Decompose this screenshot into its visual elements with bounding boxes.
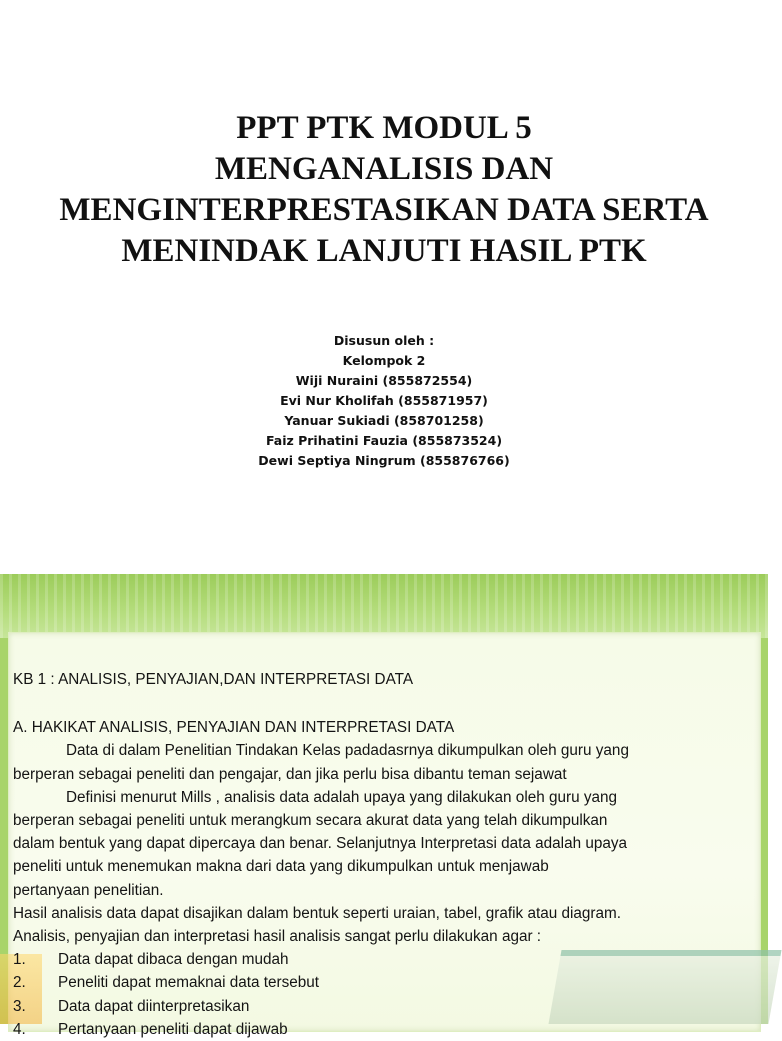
list-item: 4. Pertanyaan peneliti dapat dijawab xyxy=(13,1020,288,1038)
author-name: Wiji Nuraini (855872554) xyxy=(295,373,473,388)
subsection-heading: A. HAKIKAT ANALISIS, PENYAJIAN DAN INTERPRETASI DATA xyxy=(13,719,455,737)
slide-body-text xyxy=(0,668,768,1041)
title-line: PPT PTK MODUL 5 xyxy=(236,110,532,146)
author-name: Faiz Prihatini Fauzia (855873524) xyxy=(265,433,503,448)
slide-header-stripes xyxy=(0,574,768,638)
list-item: 2. Peneliti dapat memaknai data tersebut xyxy=(13,974,320,992)
paragraph-line: pertanyaan penelitian. xyxy=(13,881,164,899)
paragraph-line: dalam bentuk yang dapat dipercaya dan benar. Selanjutnya Interpretasi data adalah upaya xyxy=(13,835,628,853)
paragraph-line: peneliti untuk menemukan makna dari data yang dikumpulkan untuk menjawab xyxy=(13,858,549,876)
group-name: Kelompok 2 xyxy=(342,353,426,368)
paragraph-line: berperan sebagai peneliti untuk merangkum secara akurat data yang telah dikumpulkan xyxy=(13,812,608,830)
section-heading: KB 1 : ANALISIS, PENYAJIAN,DAN INTERPRETASI DATA xyxy=(13,671,414,688)
title-line: MENGANALISIS DAN xyxy=(214,151,554,187)
author-name: Dewi Septiya Ningrum (855876766) xyxy=(258,453,510,468)
author-name: Evi Nur Kholifah (855871957) xyxy=(280,393,488,408)
title-line: MENGINTERPRESTASIKAN DATA SERTA xyxy=(59,192,709,228)
paragraph-line: Analisis, penyajian dan interpretasi hasil analisis sangat perlu dilakukan agar : xyxy=(13,928,542,946)
paragraph-line: berperan sebagai peneliti dan pengajar, dan jika perlu bisa dibantu teman sejawat xyxy=(13,765,567,783)
list-item: 3. Data dapat diinterpretasikan xyxy=(13,997,250,1015)
paragraph-line: Hasil analisis data dapat disajikan dalam bentuk seperti uraian, tabel, grafik atau diagram. xyxy=(13,904,621,922)
title-line: MENINDAK LANJUTI HASIL PTK xyxy=(121,233,647,269)
paragraph-line: Definisi menurut Mills , analisis data adalah upaya yang dilakukan oleh guru yang xyxy=(66,788,618,806)
slide-title xyxy=(0,108,768,272)
list-item: 1. Data dapat dibaca dengan mudah xyxy=(13,951,289,969)
paragraph-line: Data di dalam Penelitian Tindakan Kelas padadasrnya dikumpulkan oleh guru yang xyxy=(66,742,629,760)
author-credits xyxy=(0,331,768,471)
author-name: Yanuar Sukiadi (858701258) xyxy=(284,413,484,428)
credits-label: Disusun oleh : xyxy=(333,333,435,348)
